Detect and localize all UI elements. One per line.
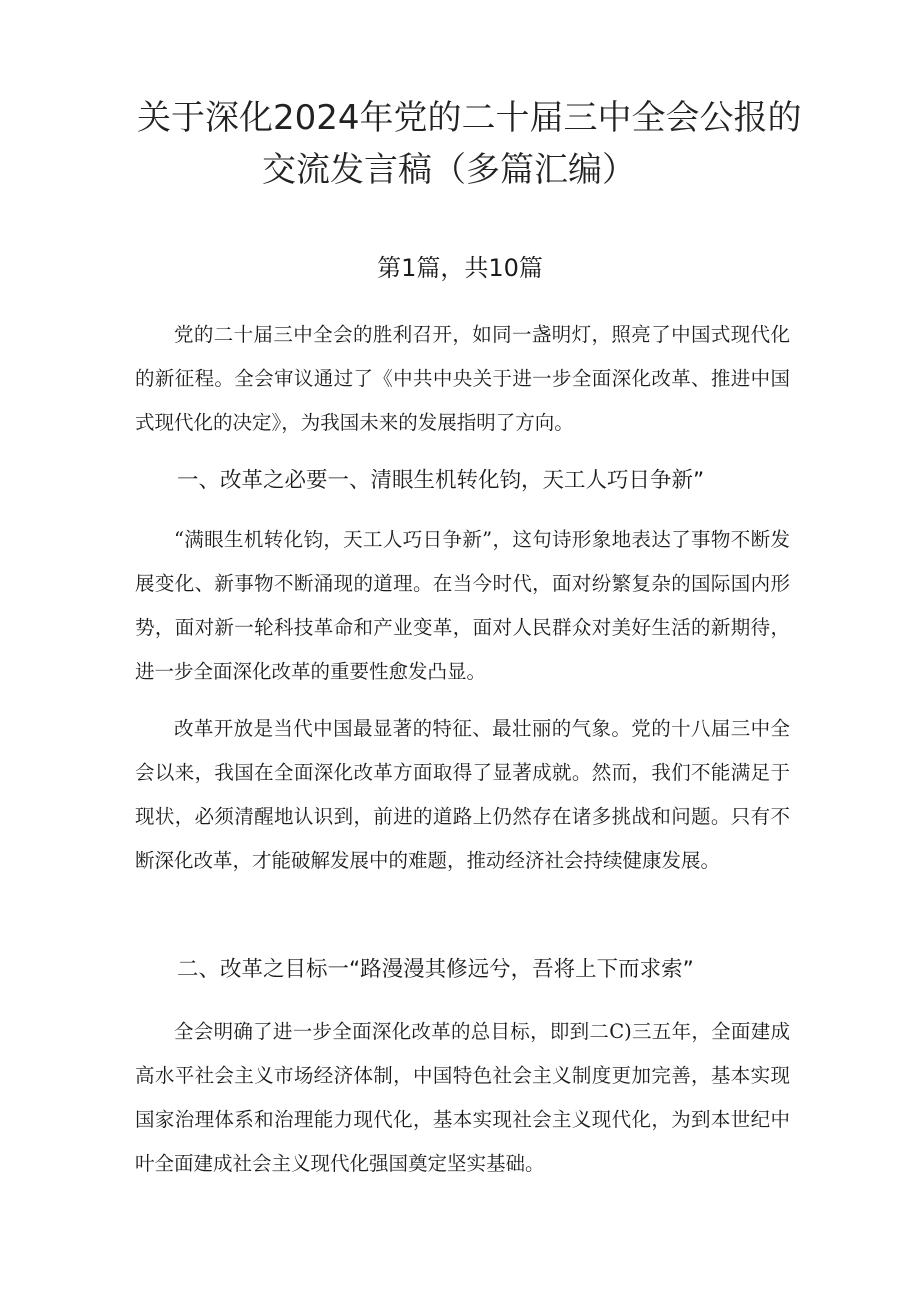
paragraph-3: 改革开放是当代中国最显著的特征、最壮丽的气象。党的十八届三中全会以来，我国在全面深化改革方面取得了显著成就。然而，我们不能满足于现状，必须清醒地认识到，前进的道路上仍然存在诸多挑战和问题。只有不断深化改革，才能破解发展中的难题，推动经济社会持续健康发展。 bbox=[135, 717, 790, 872]
document-title-line-2: 交流发言稿（多篇汇编） bbox=[262, 150, 636, 190]
section-heading-2: 二、改革之目标一“路漫漫其修远兮，吾将上下而求索” bbox=[177, 957, 694, 982]
paragraph-1: 党的二十届三中全会的胜利召开，如同一盏明灯，照亮了中国式现代化的新征程。全会审议通过了《中共中央关于进一步全面深化改革、推进中国式现代化的决定》，为我国未来的发展指明了方向。 bbox=[135, 323, 790, 434]
paragraph-4: 全会明确了进一步全面深化改革的总目标，即到二C)三五年，全面建成高水平社会主义市场经济体制，中国特色社会主义制度更加完善，基本实现国家治理体系和治理能力现代化，基本实现社会主义现代化，为到本世纪中叶全面建成社会主义现代化强国奠定坚实基础。 bbox=[135, 1020, 790, 1175]
part-label: 第1篇，共10篇 bbox=[377, 254, 543, 282]
document-title-line-1: 关于深化2024年党的二十届三中全会公报的 bbox=[137, 98, 802, 138]
paragraph-2: “满眼生机转化钧，天工人巧日争新”，这句诗形象地表达了事物不断发展变化、新事物不断涌现的道理。在当今时代，面对纷繁复杂的国际国内形势，面对新一轮科技革命和产业变革，面对人民群众对美好生活的新期待，进一步全面深化改革的重要性愈发凸显。 bbox=[135, 528, 790, 683]
section-heading-1: 一、改革之必要一、清眼生机转化钧，天工人巧日争新” bbox=[177, 468, 705, 493]
